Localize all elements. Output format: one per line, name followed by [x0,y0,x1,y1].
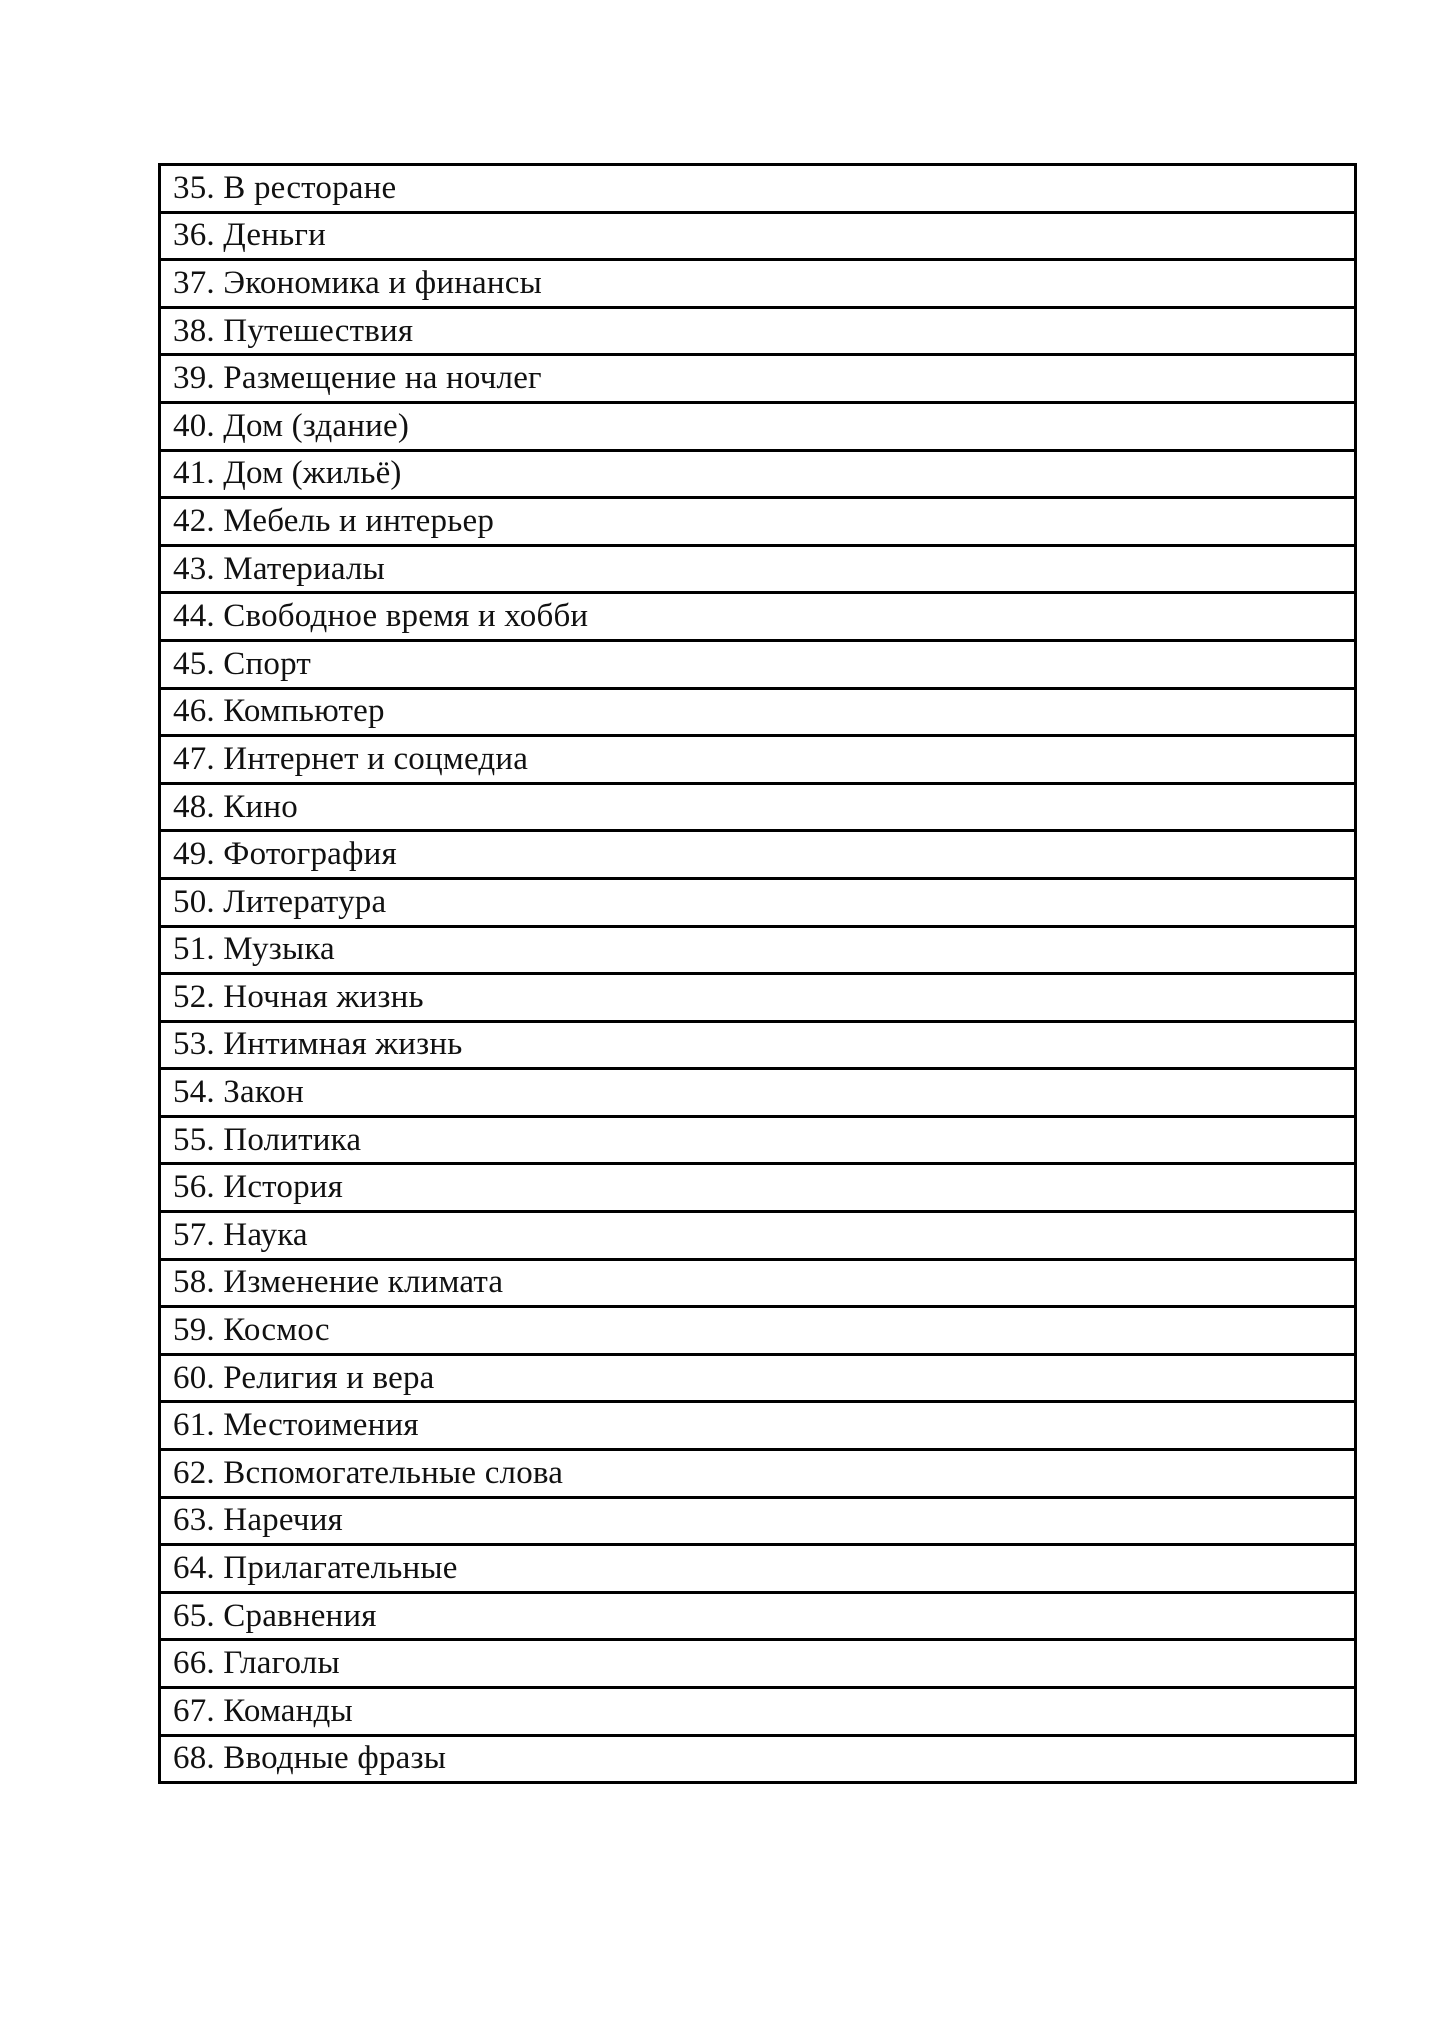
toc-row [158,1305,1357,1356]
toc-entry-label: 50. Литература [173,883,387,920]
toc-entry-label: 48. Кино [173,788,298,825]
toc-entry-label: 51. Музыка [173,931,335,968]
toc-entry-label: 49. Фотография [173,836,397,873]
toc-row [158,877,1357,928]
toc-entry-label: 67. Команды [173,1692,353,1729]
toc-entry-label: 46. Компьютер [173,693,385,730]
toc-entry-label: 42. Мебель и интерьер [173,502,495,539]
toc-entry-label: 37. Экономика и финансы [173,264,542,301]
toc-entry-label: 47. Интернет и соцмедиа [173,740,529,777]
toc-row [158,687,1357,738]
toc-row [158,401,1357,452]
toc-row [158,1543,1357,1594]
toc-row [158,1686,1357,1737]
toc-row [158,829,1357,880]
toc-row [158,1591,1357,1642]
toc-entry-label: 41. Дом (жильё) [173,455,402,492]
toc-row [158,1115,1357,1166]
toc-entry-label: 56. История [173,1169,344,1206]
toc-row [158,1162,1357,1213]
toc-entry-label: 60. Религия и вера [173,1359,435,1396]
toc-entry-label: 36. Деньги [173,217,326,254]
toc-entry-label: 59. Космос [173,1312,330,1349]
toc-row [158,1020,1357,1071]
toc-entry-label: 65. Сравнения [173,1597,377,1634]
toc-row [158,163,1357,214]
toc-entry-label: 43. Материалы [173,550,386,587]
toc-row [158,353,1357,404]
toc-row [158,734,1357,785]
toc-entry-label: 39. Размещение на ночлег [173,360,542,397]
toc-row [158,1448,1357,1499]
toc-entry-label: 62. Вспомогательные слова [173,1454,564,1491]
toc-row [158,258,1357,309]
toc-entry-label: 66. Глаголы [173,1645,340,1682]
toc-entry-label: 58. Изменение климата [173,1264,504,1301]
toc-entry-label: 64. Прилагательные [173,1550,458,1587]
toc-entry-label: 35. В ресторане [173,169,397,206]
toc-row [158,591,1357,642]
toc-row [158,1400,1357,1451]
toc-entry-label: 45. Спорт [173,645,311,682]
toc-row [158,306,1357,357]
toc-entry-label: 40. Дом (здание) [173,407,410,444]
toc-row [158,496,1357,547]
toc-entry-label: 53. Интимная жизнь [173,1026,463,1063]
toc-row [158,1496,1357,1547]
toc-entry-label: 68. Вводные фразы [173,1740,447,1777]
toc-row [158,1067,1357,1118]
toc-row [158,972,1357,1023]
toc-entry-label: 52. Ночная жизнь [173,978,424,1015]
toc-entry-label: 61. Местоимения [173,1407,419,1444]
toc-row [158,639,1357,690]
toc-row [158,1258,1357,1309]
toc-entry-label: 38. Путешествия [173,312,414,349]
toc-entry-label: 44. Свободное время и хобби [173,598,589,635]
toc-row [158,1638,1357,1689]
toc-row [158,1210,1357,1261]
toc-row [158,544,1357,595]
toc-row [158,449,1357,500]
toc-entry-label: 57. Наука [173,1216,308,1253]
toc-entry-label: 54. Закон [173,1074,304,1111]
toc-row [158,925,1357,976]
toc-table [158,163,1357,1784]
toc-row [158,1353,1357,1404]
toc-row [158,1734,1357,1785]
toc-entry-label: 55. Политика [173,1121,362,1158]
toc-row [158,782,1357,833]
toc-entry-label: 63. Наречия [173,1502,343,1539]
toc-row [158,211,1357,262]
